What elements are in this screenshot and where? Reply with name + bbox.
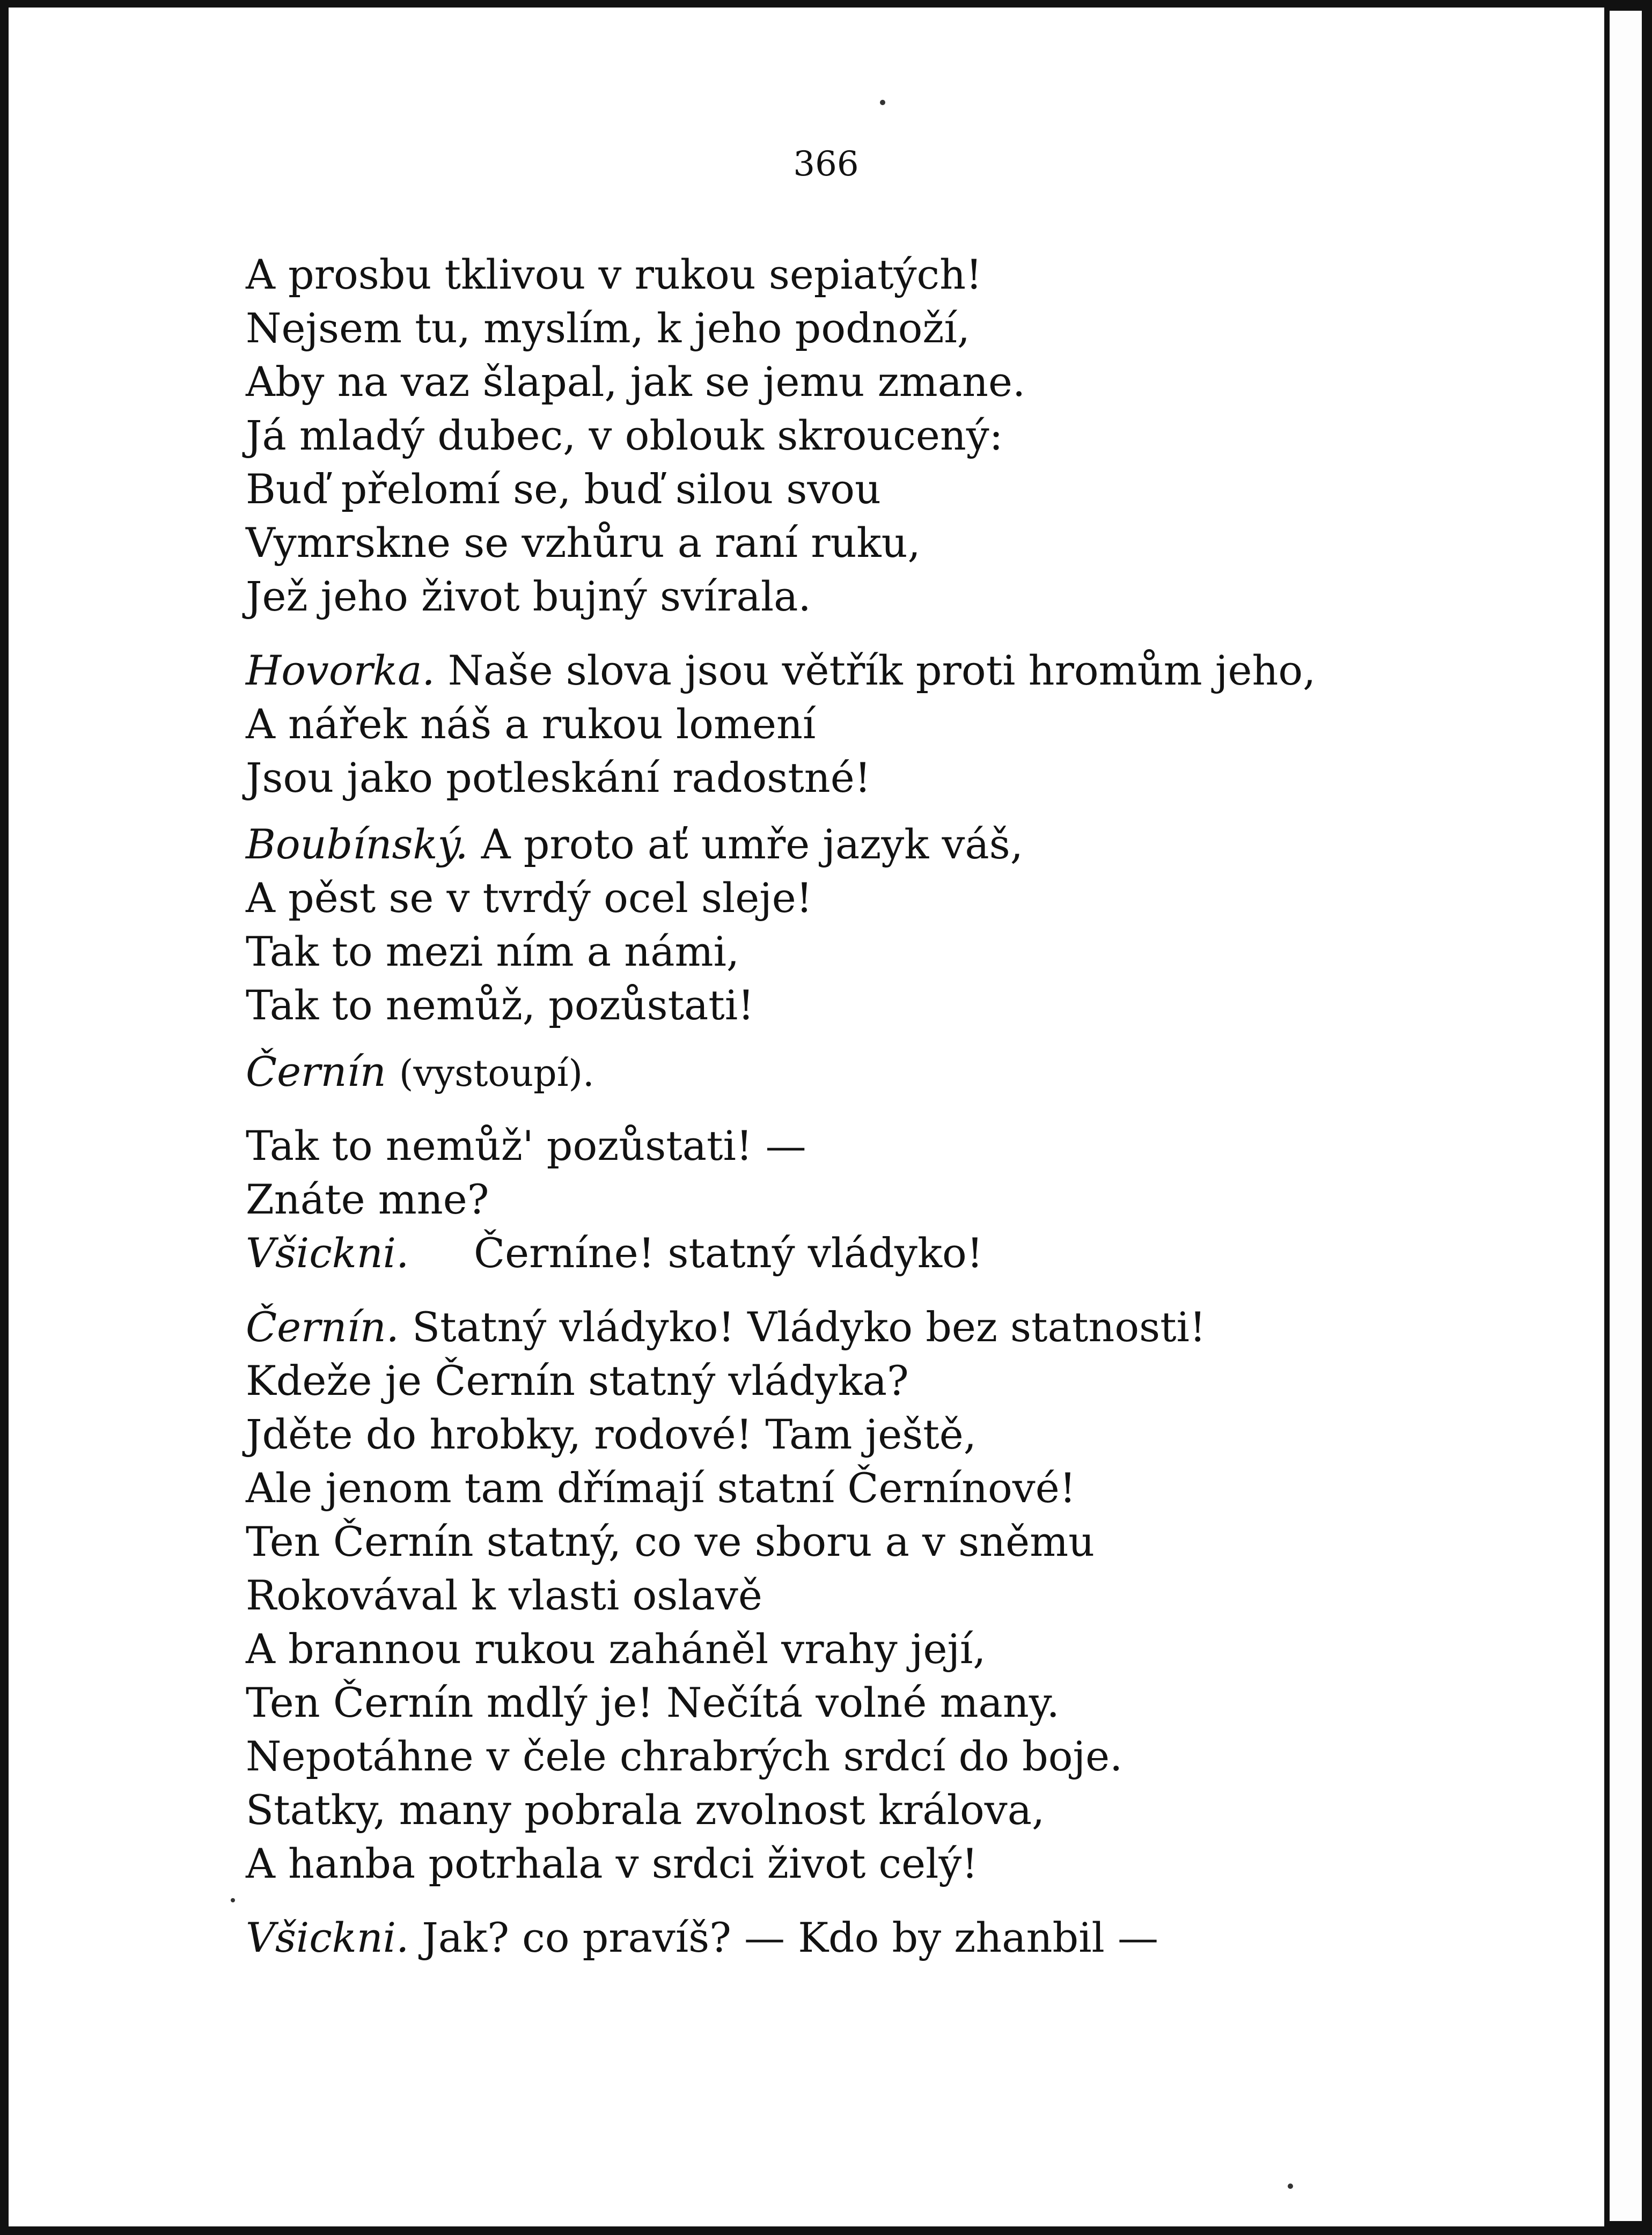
scan-speck bbox=[1288, 2183, 1293, 2189]
adjacent-page-sliver bbox=[1610, 11, 1642, 2221]
speaker-name: Všickni. bbox=[246, 1229, 409, 1277]
verse-line: Aby na vaz šlapal, jak se jemu zmane. bbox=[246, 358, 1026, 406]
speaker-name: Černín bbox=[246, 1048, 386, 1096]
verse-line: A pěst se v tvrdý ocel sleje! bbox=[246, 874, 813, 922]
verse-line: Rokovával k vlasti oslavě bbox=[246, 1571, 762, 1619]
scan-border-top bbox=[0, 0, 1652, 8]
stage-direction: (vystoupí). bbox=[399, 1053, 594, 1095]
speaker-name: Hovorka. bbox=[246, 646, 435, 694]
verse-line: A nářek náš a rukou lomení bbox=[246, 700, 816, 748]
verse-line: Statky, many pobrala zvolnost králova, bbox=[246, 1786, 1045, 1834]
verse-line: Nejsem tu, myslím, k jeho podnoží, bbox=[246, 304, 970, 352]
verse-line: Já mladý dubec, v oblouk skroucený: bbox=[246, 411, 1003, 459]
speaker-name: Boubínský. bbox=[246, 820, 468, 868]
scan-speck bbox=[880, 100, 885, 105]
verse-text-block bbox=[246, 248, 1533, 1965]
verse-line: Nepotáhne v čele chrabrých srdcí do boje. bbox=[246, 1732, 1123, 1780]
verse-line: Tak to nemůž' pozůstati! — bbox=[246, 1122, 806, 1170]
dialogue-line: Všickni. Černíne! statný vládyko! bbox=[246, 1229, 983, 1277]
verse-line: Vymrskne se vzhůru a raní ruku, bbox=[246, 519, 921, 567]
verse-line: Jděte do hrobky, rodové! Tam ještě, bbox=[246, 1410, 976, 1458]
verse-line: Tak to nemůž, pozůstati! bbox=[246, 981, 754, 1029]
verse-line: A prosbu tklivou v rukou sepiatých! bbox=[246, 251, 982, 298]
verse-line: Ale jenom tam dřímají statní Černínové! bbox=[246, 1464, 1076, 1512]
verse-line: Tak to mezi ním a námi, bbox=[246, 928, 740, 975]
scan-border-left bbox=[0, 0, 9, 2235]
speaker-name: Černín. bbox=[246, 1303, 399, 1351]
dialogue-line: Hovorka. Naše slova jsou větřík proti hromům jeho, bbox=[246, 646, 1316, 694]
dialogue-line bbox=[246, 1045, 1533, 1099]
page-number: 366 bbox=[793, 144, 859, 184]
verse-line: Ten Černín statný, co ve sboru a v sněmu bbox=[246, 1518, 1095, 1565]
dialogue-line: Boubínský. A proto ať umře jazyk váš, bbox=[246, 820, 1023, 868]
dialogue-line: Černín. Statný vládyko! Vládyko bez statnosti! bbox=[246, 1303, 1206, 1351]
dialogue-line: Všickni. Jak? co pravíš? — Kdo by zhanbil — bbox=[246, 1914, 1158, 1961]
verse-line: A brannou rukou zaháněl vrahy její, bbox=[246, 1625, 986, 1673]
scan-border-bottom bbox=[0, 2226, 1652, 2235]
verse-line: Znáte mne? bbox=[246, 1175, 489, 1223]
verse-line: Kdeže je Černín statný vládyka? bbox=[246, 1357, 909, 1405]
scan-speck bbox=[231, 1898, 235, 1902]
verse-line: Ten Černín mdlý je! Nečítá volné many. bbox=[246, 1679, 1060, 1726]
speaker-name: Všickni. bbox=[246, 1914, 409, 1961]
verse-line: Buď přelomí se, buď silou svou bbox=[246, 465, 881, 513]
verse-line: Jsou jako potleskání radostné! bbox=[246, 754, 871, 802]
verse-line: Jež jeho život bujný svírala. bbox=[246, 572, 811, 620]
verse-line: A hanba potrhala v srdci život celý! bbox=[246, 1840, 978, 1887]
